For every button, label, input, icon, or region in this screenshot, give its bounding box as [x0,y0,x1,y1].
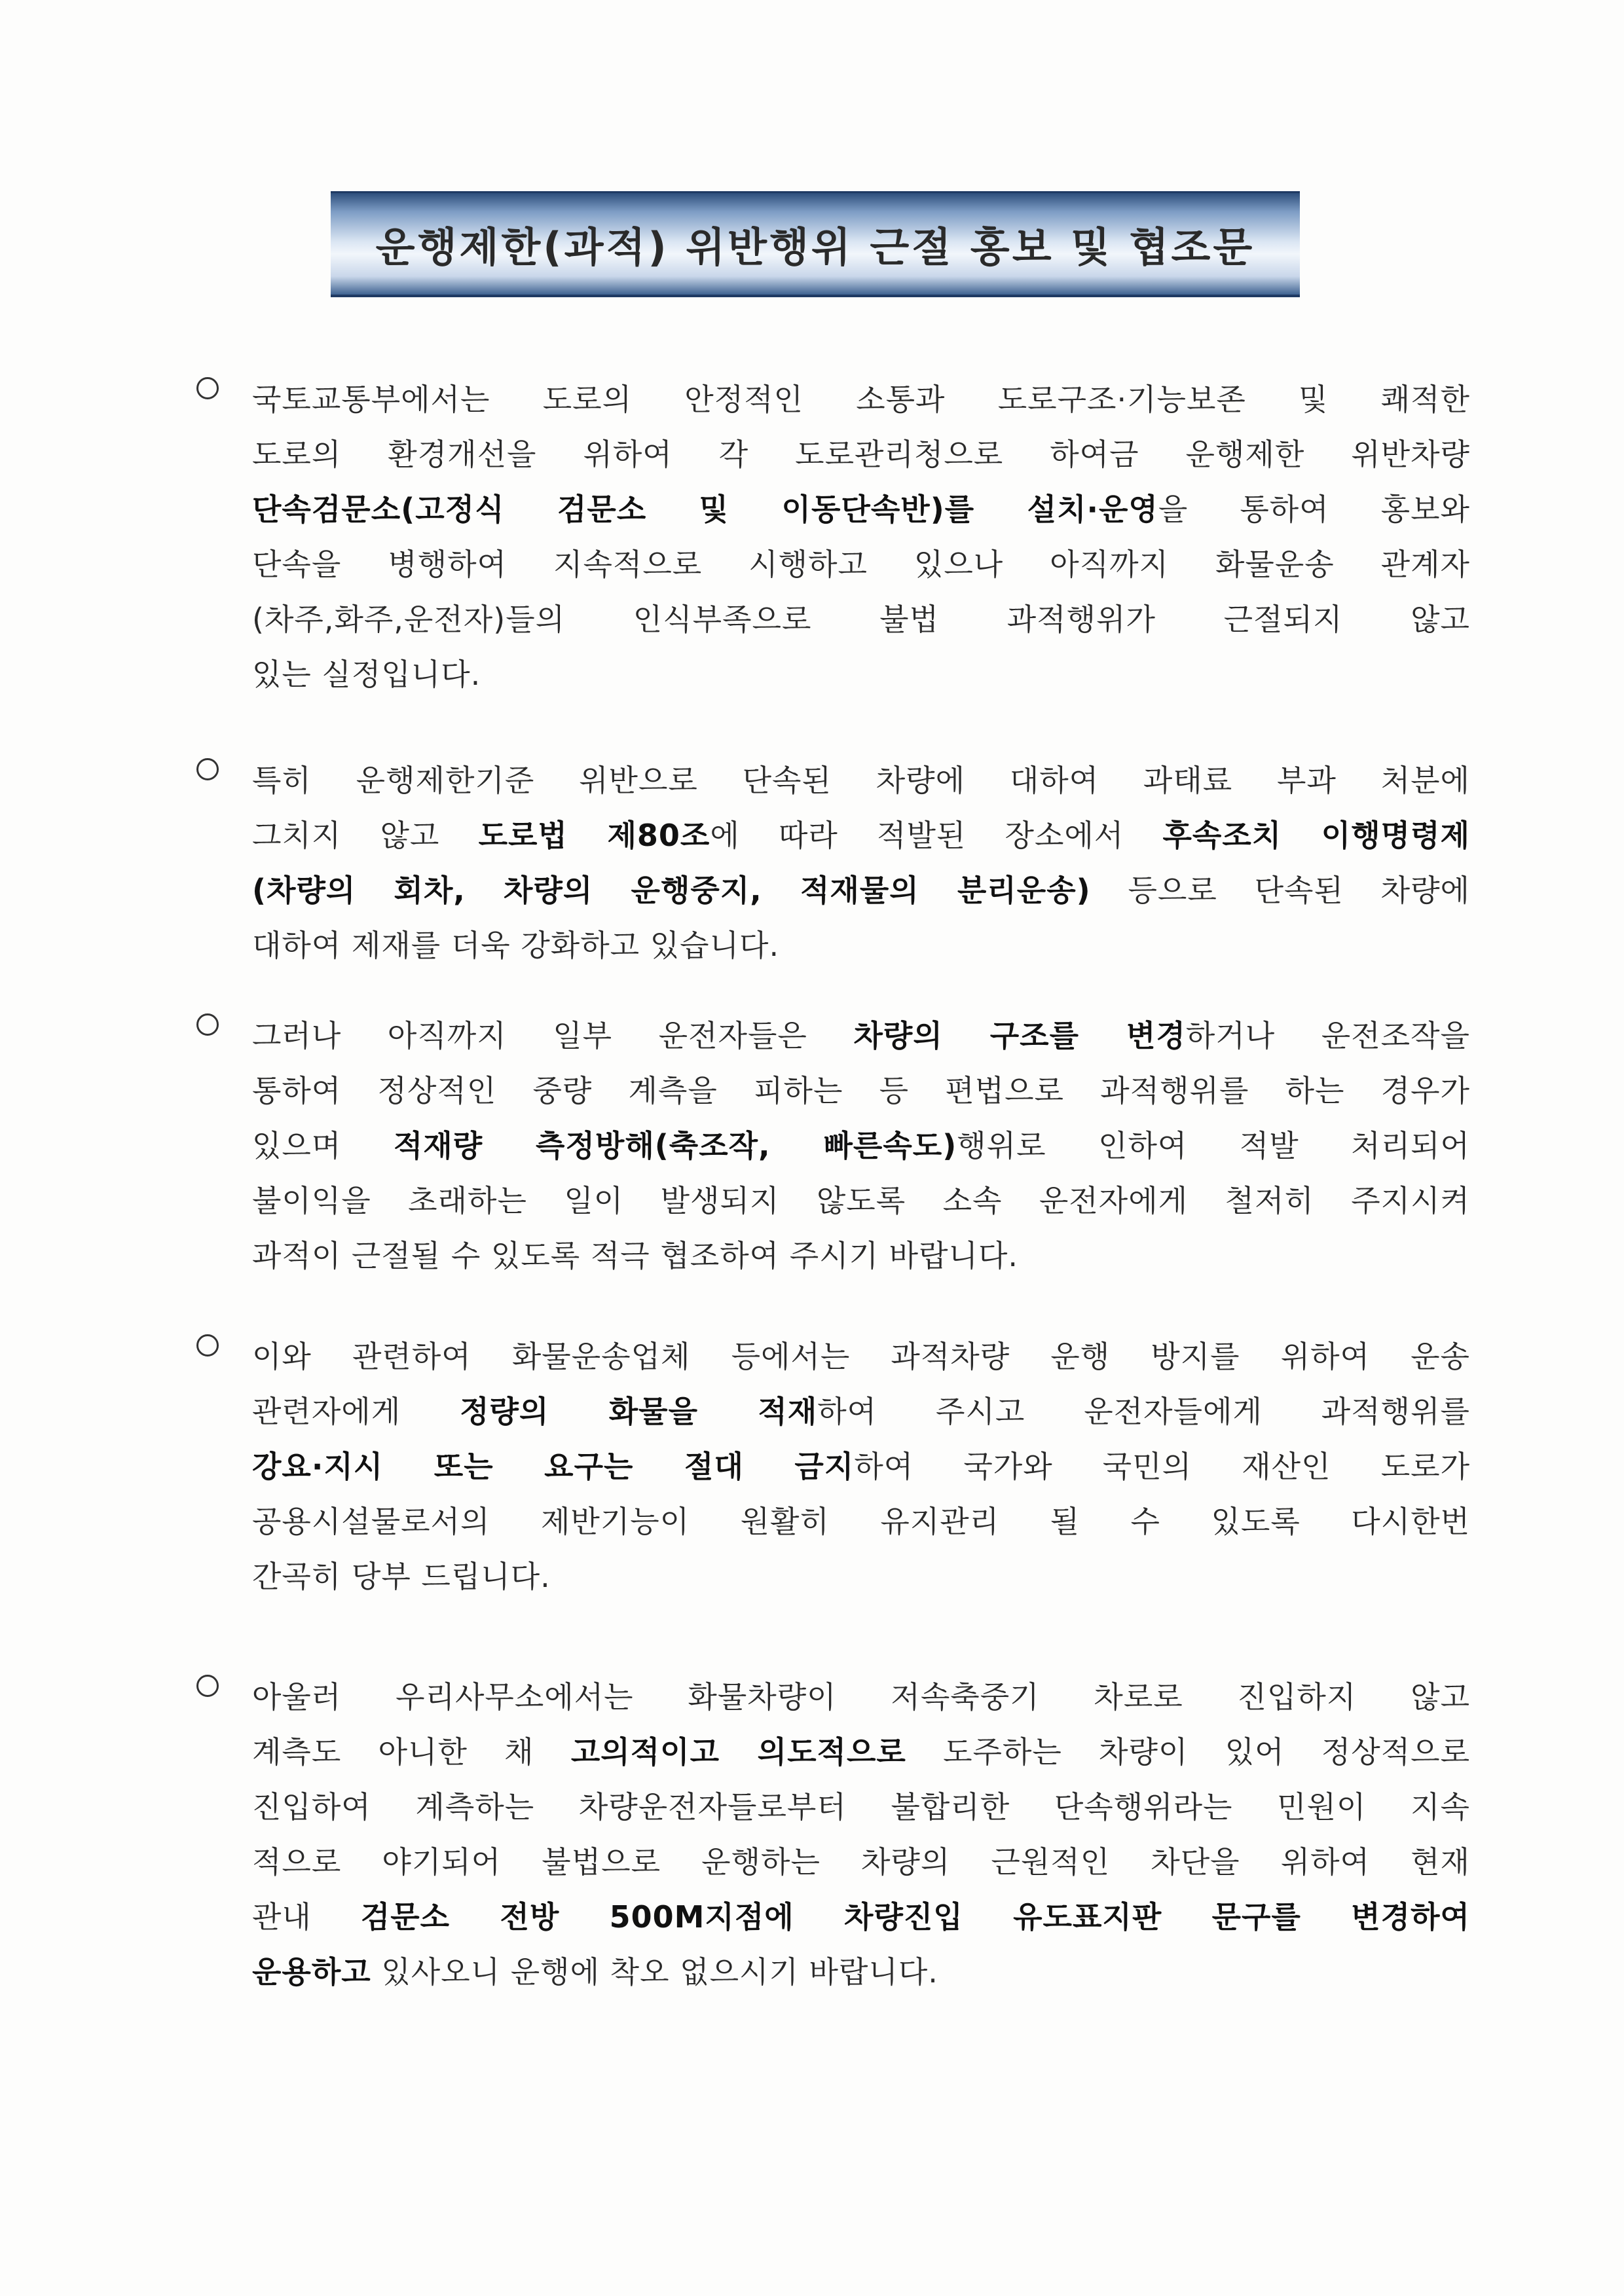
paragraph [196,1008,1470,1283]
text-line [252,1494,1470,1549]
text-segment: 이와 관련하여 화물운송업체 등에서는 과적차량 운행 방지를 위하여 운송 [252,1339,1470,1374]
text-line [252,372,1470,427]
text-segment: 등으로 단속된 차량에 [1090,873,1470,908]
circle-bullet-icon [196,1675,219,1697]
text-segment: 있는 실정입니다. [252,657,481,692]
text-segment: 간곡히 당부 드립니다. [252,1559,551,1594]
text-segment: 단속을 병행하여 지속적으로 시행하고 있으나 아직까지 화물운송 관계자 [252,547,1470,582]
text-segment: 대하여 제재를 더욱 강화하고 있습니다. [252,928,780,963]
text-line [252,1724,1470,1779]
text-segment: 아울러 우리사무소에서는 화물차량이 저속축중기 차로로 진입하지 않고 [252,1679,1470,1715]
paragraph-lines [252,1008,1470,1283]
bold-text: 단속검문소(고정식 검문소 및 이동단속반)를 설치·운영 [252,492,1158,527]
bold-text: 검문소 전방 500M지점에 차량진입 유도표지판 문구를 변경하여 [360,1899,1470,1935]
text-line [252,1889,1470,1944]
bold-text: 정량의 화물을 적재 [460,1394,818,1429]
text-line [252,482,1470,537]
text-segment: 도로의 환경개선을 위하여 각 도로관리청으로 하여금 운행제한 위반차량 [252,437,1470,472]
text-line [252,1834,1470,1889]
text-segment: 하여 주시고 운전자들에게 과적행위를 [817,1394,1470,1429]
text-line [252,1384,1470,1439]
text-segment: 불이익을 초래하는 일이 발생되지 않도록 소속 운전자에게 철저히 주지시켜 [252,1183,1470,1218]
text-segment: 특히 운행제한기준 위반으로 단속된 차량에 대하여 과태료 부과 처분에 [252,763,1470,798]
text-line [252,647,1470,702]
text-line [252,427,1470,482]
bold-text: 차량의 구조를 변경 [853,1018,1186,1053]
bold-text: 적재량 측정방해(축조작, 빠른속도) [393,1128,957,1163]
text-line [252,1063,1470,1118]
text-line [252,1669,1470,1724]
text-segment: 공용시설물로서의 제반기능이 원활히 유지관리 될 수 있도록 다시한번 [252,1504,1470,1539]
bold-text: 강요·지시 또는 요구는 절대 금지 [252,1449,855,1484]
text-line [252,1329,1470,1384]
paragraph [196,753,1470,973]
circle-bullet-icon [196,1334,219,1357]
text-segment: 계측도 아니한 채 [252,1734,571,1770]
bold-text: 후속조치 이행명령제 [1162,818,1470,853]
paragraph-lines [252,753,1470,973]
text-line [252,1173,1470,1228]
text-segment: 에 따라 적발된 장소에서 [710,818,1163,853]
text-line [252,1008,1470,1063]
text-segment: 그치지 않고 [252,818,479,853]
document-title: 운행제한(과적) 위반행위 근절 홍보 및 협조문 [375,223,1255,271]
text-line [252,1228,1470,1283]
text-segment: 적으로 야기되어 불법으로 운행하는 차량의 근원적인 차단을 위하여 현재 [252,1844,1470,1880]
title-banner [331,193,1300,295]
text-segment: 관내 [252,1899,361,1935]
text-segment: 그러나 아직까지 일부 운전자들은 [252,1018,854,1053]
text-segment: 과적이 근절될 수 있도록 적극 협조하여 주시기 바랍니다. [252,1238,1019,1273]
bold-text: (차량의 회차, 차량의 운행중지, 적재물의 분리운송) [252,873,1091,908]
text-segment: 하여 국가와 국민의 재산인 도로가 [854,1449,1471,1484]
bold-text: 도로법 제80조 [478,818,710,853]
text-segment: 관련자에게 [252,1394,460,1429]
text-line [252,808,1470,863]
text-segment: 있사오니 운행에 착오 없으시기 바랍니다. [371,1954,938,1990]
text-line [252,863,1470,918]
paragraph [196,1669,1470,1999]
text-line [252,1439,1470,1494]
text-line [252,1549,1470,1604]
text-line [252,592,1470,647]
text-line [252,1944,1470,1999]
circle-bullet-icon [196,758,219,780]
text-line [252,753,1470,808]
text-line [252,537,1470,592]
text-segment: 도주하는 차량이 있어 정상적으로 [906,1734,1471,1770]
text-segment: (차주,화주,운전자)들의 인식부족으로 불법 과적행위가 근절되지 않고 [252,602,1470,637]
text-segment: 통하여 정상적인 중량 계측을 피하는 등 편법으로 과적행위를 하는 경우가 [252,1073,1470,1108]
circle-bullet-icon [196,377,219,399]
text-segment: 행위로 인하여 적발 처리되어 [957,1128,1470,1163]
text-line [252,918,1470,973]
paragraph-lines [252,1669,1470,1999]
text-segment: 진입하여 계측하는 차량운전자들로부터 불합리한 단속행위라는 민원이 지속 [252,1789,1470,1825]
text-line [252,1118,1470,1173]
circle-bullet-icon [196,1013,219,1036]
paragraph [196,1329,1470,1604]
text-segment: 국토교통부에서는 도로의 안정적인 소통과 도로구조·기능보존 및 쾌적한 [252,382,1470,417]
paragraph-lines [252,1329,1470,1604]
text-line [252,1779,1470,1834]
bold-text: 고의적이고 의도적으로 [570,1734,906,1770]
text-segment: 있으며 [252,1128,394,1163]
text-segment: 하거나 운전조작을 [1185,1018,1470,1053]
paragraph [196,372,1470,702]
paragraph-lines [252,372,1470,702]
bold-text: 운용하고 [252,1954,371,1990]
text-segment: 을 통하여 홍보와 [1158,492,1470,527]
